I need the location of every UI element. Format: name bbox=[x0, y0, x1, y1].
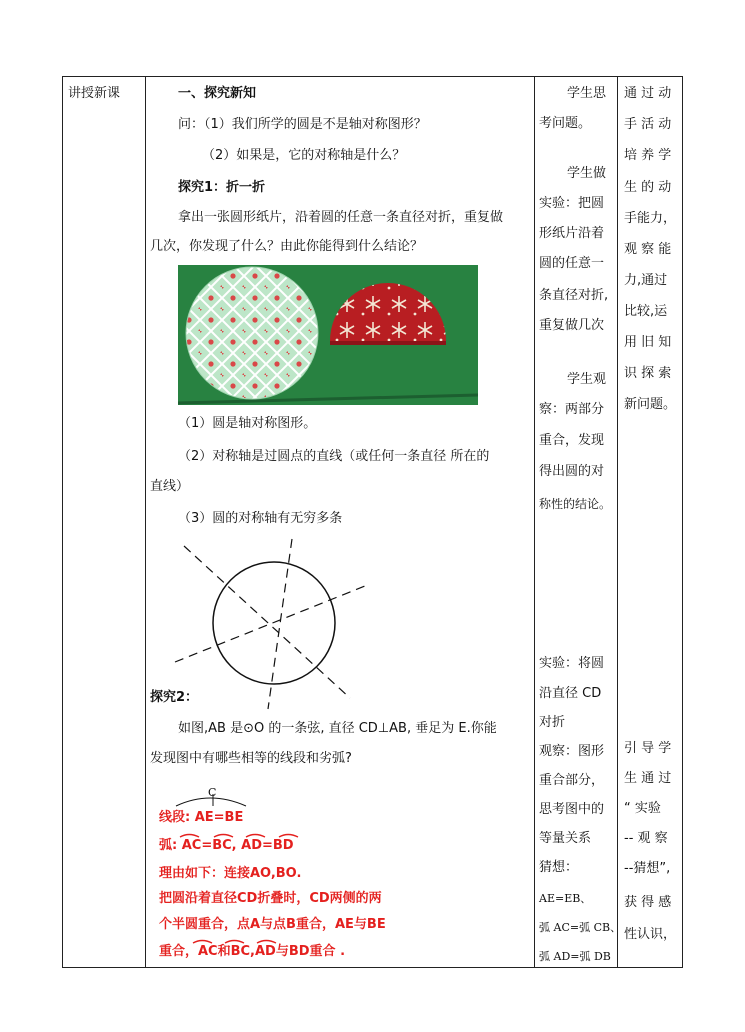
intent-line: 力,通过 bbox=[624, 273, 668, 288]
table-border-bottom bbox=[62, 967, 683, 968]
student-line: 条直径对折, bbox=[539, 288, 609, 303]
student-line: 重复做几次 bbox=[539, 318, 605, 333]
intent-line: 通 过 动 bbox=[624, 86, 672, 101]
intent-line: 比较,运 bbox=[624, 304, 668, 319]
intent-line: 培 养 学 bbox=[624, 148, 672, 163]
student-line: 得出圆的对 bbox=[539, 464, 605, 479]
answer-line-6: 重合，AC和BC,AD与BD重合 . bbox=[159, 944, 346, 959]
column-divider-3 bbox=[617, 76, 618, 968]
student-line: 沿直径 CD bbox=[539, 686, 602, 701]
intent-line: 识 探 索 bbox=[624, 366, 672, 381]
student-line: 重合部分， bbox=[539, 773, 605, 788]
conclusion-1: （1）圆是轴对称图形。 bbox=[178, 416, 317, 431]
explore-1-title: 探究1：折一折 bbox=[178, 180, 266, 195]
chord-diagram-fragment bbox=[170, 786, 280, 808]
table-border-top bbox=[62, 76, 683, 77]
student-line: 学生做 bbox=[567, 166, 607, 181]
circle-symmetry-diagram bbox=[160, 535, 380, 710]
student-line: 思考图中的 bbox=[539, 802, 605, 817]
student-line: 弧 AD=弧 DB bbox=[539, 950, 611, 963]
column-divider-1 bbox=[145, 76, 146, 968]
explore-1-text-line2: 几次，你发现了什么？由此你能得到什么结论？ bbox=[150, 239, 424, 254]
student-line: 形纸片沿着 bbox=[539, 226, 605, 241]
section-heading: 一、探究新知 bbox=[178, 86, 257, 101]
answer-line-3: 理由如下：连接AO,BO. bbox=[159, 866, 302, 881]
intent-line: --猜想”, bbox=[624, 861, 671, 876]
table-border-right bbox=[682, 76, 683, 968]
student-line: 等量关系 bbox=[539, 831, 592, 846]
arc-marks bbox=[159, 833, 302, 953]
intent-line: 观 察 能 bbox=[624, 242, 672, 257]
student-line: 重合，发现 bbox=[539, 433, 605, 448]
student-line: 猜想： bbox=[539, 860, 579, 875]
intent-line: 手 活 动 bbox=[624, 117, 672, 132]
answer-line-2: 弧: AC=BC, AD=BD bbox=[159, 838, 294, 853]
intent-line: -- 观 察 bbox=[624, 831, 668, 846]
conclusion-3: （3）圆的对称轴有无穷多条 bbox=[178, 511, 343, 526]
conclusion-2-line2: 直线） bbox=[150, 479, 190, 494]
student-line: 实验：把圆 bbox=[539, 196, 605, 211]
explore-2-text-line2: 发现图中有哪些相等的线段和劣弧? bbox=[150, 751, 352, 766]
student-line: AE=EB、 bbox=[539, 892, 592, 905]
folded-paper-photo bbox=[178, 265, 478, 405]
intent-line: 获 得 感 bbox=[624, 895, 672, 910]
intent-line: 生 的 动 bbox=[624, 180, 672, 195]
student-line: 考问题。 bbox=[539, 116, 592, 131]
row-label: 讲授新课 bbox=[68, 86, 121, 101]
intent-line: “ 实验 bbox=[624, 801, 661, 816]
answer-line-1: 线段: AE=BE bbox=[159, 810, 244, 825]
conclusion-2-line1: （2）对称轴是过圆点的直线（或任何一条直径 所在的 bbox=[178, 449, 490, 464]
explore-2-title: 探究2： bbox=[150, 690, 199, 705]
answer-line-4: 把圆沿着直径CD折叠时，CD两侧的两 bbox=[159, 891, 382, 906]
intent-line: 手能力， bbox=[624, 211, 677, 226]
diagram-label-c: C bbox=[208, 786, 217, 799]
question-1: 问：（1）我们所学的圆是不是轴对称图形？ bbox=[178, 117, 427, 132]
answer-line-5: 个半圆重合，点A与点B重合，AE与BE bbox=[159, 917, 386, 932]
intent-line: 生 通 过 bbox=[624, 771, 672, 786]
column-divider-2 bbox=[534, 76, 535, 968]
student-line: 圆的任意一 bbox=[539, 256, 605, 271]
intent-line: 新问题。 bbox=[624, 397, 677, 412]
student-line: 对折 bbox=[539, 715, 566, 730]
table-border-left bbox=[62, 76, 63, 968]
intent-line: 性认识， bbox=[624, 927, 677, 942]
student-line: 实验：将圆 bbox=[539, 656, 605, 671]
student-line: 学生思 bbox=[567, 86, 607, 101]
explore-1-text-line1: 拿出一张圆形纸片，沿着圆的任意一条直径对折，重复做 bbox=[178, 210, 504, 225]
intent-line: 用 旧 知 bbox=[624, 335, 672, 350]
intent-line: 引 导 学 bbox=[624, 741, 672, 756]
explore-2-text-line1: 如图,AB 是⊙O 的一条弦, 直径 CD⊥AB, 垂足为 E.你能 bbox=[178, 721, 497, 736]
student-line: 弧 AC=弧 CB、 bbox=[539, 921, 622, 934]
student-line: 察：两部分 bbox=[539, 402, 605, 417]
student-line: 称性的结论。 bbox=[539, 497, 612, 511]
student-line: 学生观 bbox=[567, 372, 607, 387]
question-2: （2）如果是，它的对称轴是什么？ bbox=[202, 148, 406, 163]
student-line: 观察：图形 bbox=[539, 744, 605, 759]
